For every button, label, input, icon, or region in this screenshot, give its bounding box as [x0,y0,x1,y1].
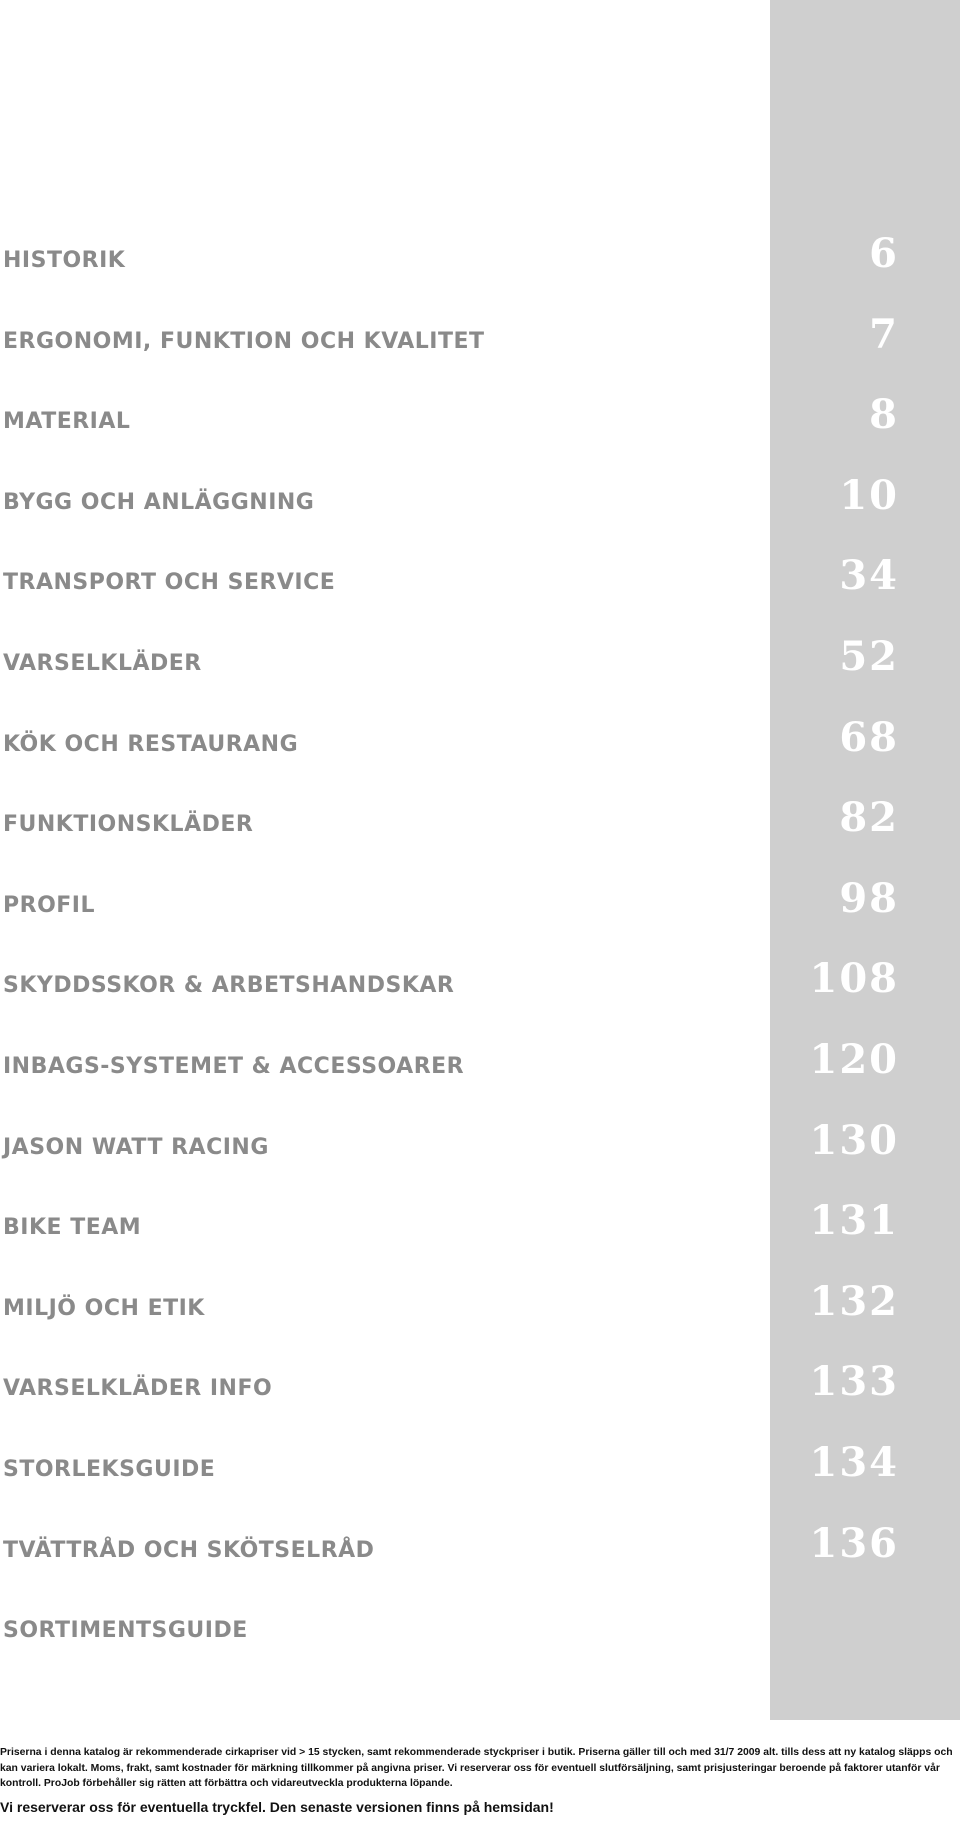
toc-entry-label: SORTIMENTSGUIDE [3,1618,248,1644]
toc-entry-label: STORLEKSGUIDE [3,1456,216,1482]
table-of-contents [0,230,960,1681]
toc-entry-page: 98 [839,874,899,922]
toc-entry-page: 6 [869,230,899,277]
toc-entry-label: BIKE TEAM [3,1215,142,1241]
toc-entry-label: HISTORIK [3,248,126,273]
toc-entry [0,794,960,875]
toc-entry [0,875,960,956]
toc-entry-page: 130 [809,1116,899,1164]
toc-entry-label: ERGONOMI, FUNKTION OCH KVALITET [3,328,485,354]
toc-entry [0,230,960,311]
toc-entry [0,1358,960,1439]
toc-entry [0,714,960,795]
toc-entry-label: JASON WATT RACING [3,1134,269,1160]
toc-entry-label: TVÄTTRÅD OCH SKÖTSELRÅD [3,1537,375,1563]
toc-entry [0,1117,960,1198]
print-error-note: Vi reserverar oss för eventuella tryckfel. Den senaste versionen finns på hemsidan! [0,1798,554,1815]
toc-entry [0,1036,960,1117]
toc-entry [0,311,960,392]
toc-entry [0,1520,960,1601]
toc-entry-label: FUNKTIONSKLÄDER [3,812,254,838]
price-disclaimer: Priserna i denna katalog är rekommenderade cirkapriser vid > 15 stycken, samt rekommenderade styckpriser i butik. Priserna gäller till och med 31/7 2009 alt. tills dess att ny katalog släpps och kan variera lokalt. Moms, frakt, samt kostnader för märkning tillkommer på angivna priser. Vi reserverar oss för eventuell slutförsäljning, samt prisjusteringar beroende på faktorer utanför vår kontroll. ProJob förbehåller sig rätten att förbättra och vidareutveckla produkterna löpande. [0,1747,953,1789]
toc-entry [0,1439,960,1520]
toc-entry [0,955,960,1036]
toc-entry-label: PROFIL [3,892,95,918]
toc-entry-page: 132 [809,1277,899,1325]
toc-entry-page: 108 [809,955,899,1003]
toc-entry-label: INBAGS-SYSTEMET & ACCESSOARER [3,1053,465,1079]
toc-entry-label: SKYDDSSKOR & ARBETSHANDSKAR [3,973,455,999]
toc-entry [0,391,960,472]
toc-entry-page: 34 [839,552,899,600]
toc-entry-page: 134 [809,1438,899,1486]
footer [0,1745,960,1816]
toc-entry-label: MATERIAL [3,409,131,435]
toc-entry-page: 8 [869,391,899,439]
toc-entry-page: 136 [809,1519,899,1567]
toc-entry-label: BYGG OCH ANLÄGGNING [3,489,315,515]
toc-entry-page: 131 [809,1197,899,1245]
toc-entry [0,1278,960,1359]
toc-entry [0,552,960,633]
toc-entry-page: 10 [839,471,899,519]
toc-entry-label: TRANSPORT OCH SERVICE [3,570,336,596]
toc-entry-label: VARSELKLÄDER INFO [3,1376,273,1402]
toc-entry [0,633,960,714]
toc-entry-label: MILJÖ OCH ETIK [3,1295,205,1321]
toc-entry-page: 52 [839,632,899,680]
toc-entry-page: 82 [839,794,899,842]
toc-entry [0,472,960,553]
toc-entry-page: 120 [809,1035,899,1083]
toc-entry-page: 133 [809,1358,899,1406]
toc-entry [0,1197,960,1278]
toc-entry-page: 7 [869,310,899,358]
toc-entry-label: VARSELKLÄDER [3,650,202,676]
toc-entry-page: 68 [839,713,899,761]
toc-entry [0,1600,960,1681]
toc-entry-label: KÖK OCH RESTAURANG [3,731,299,757]
